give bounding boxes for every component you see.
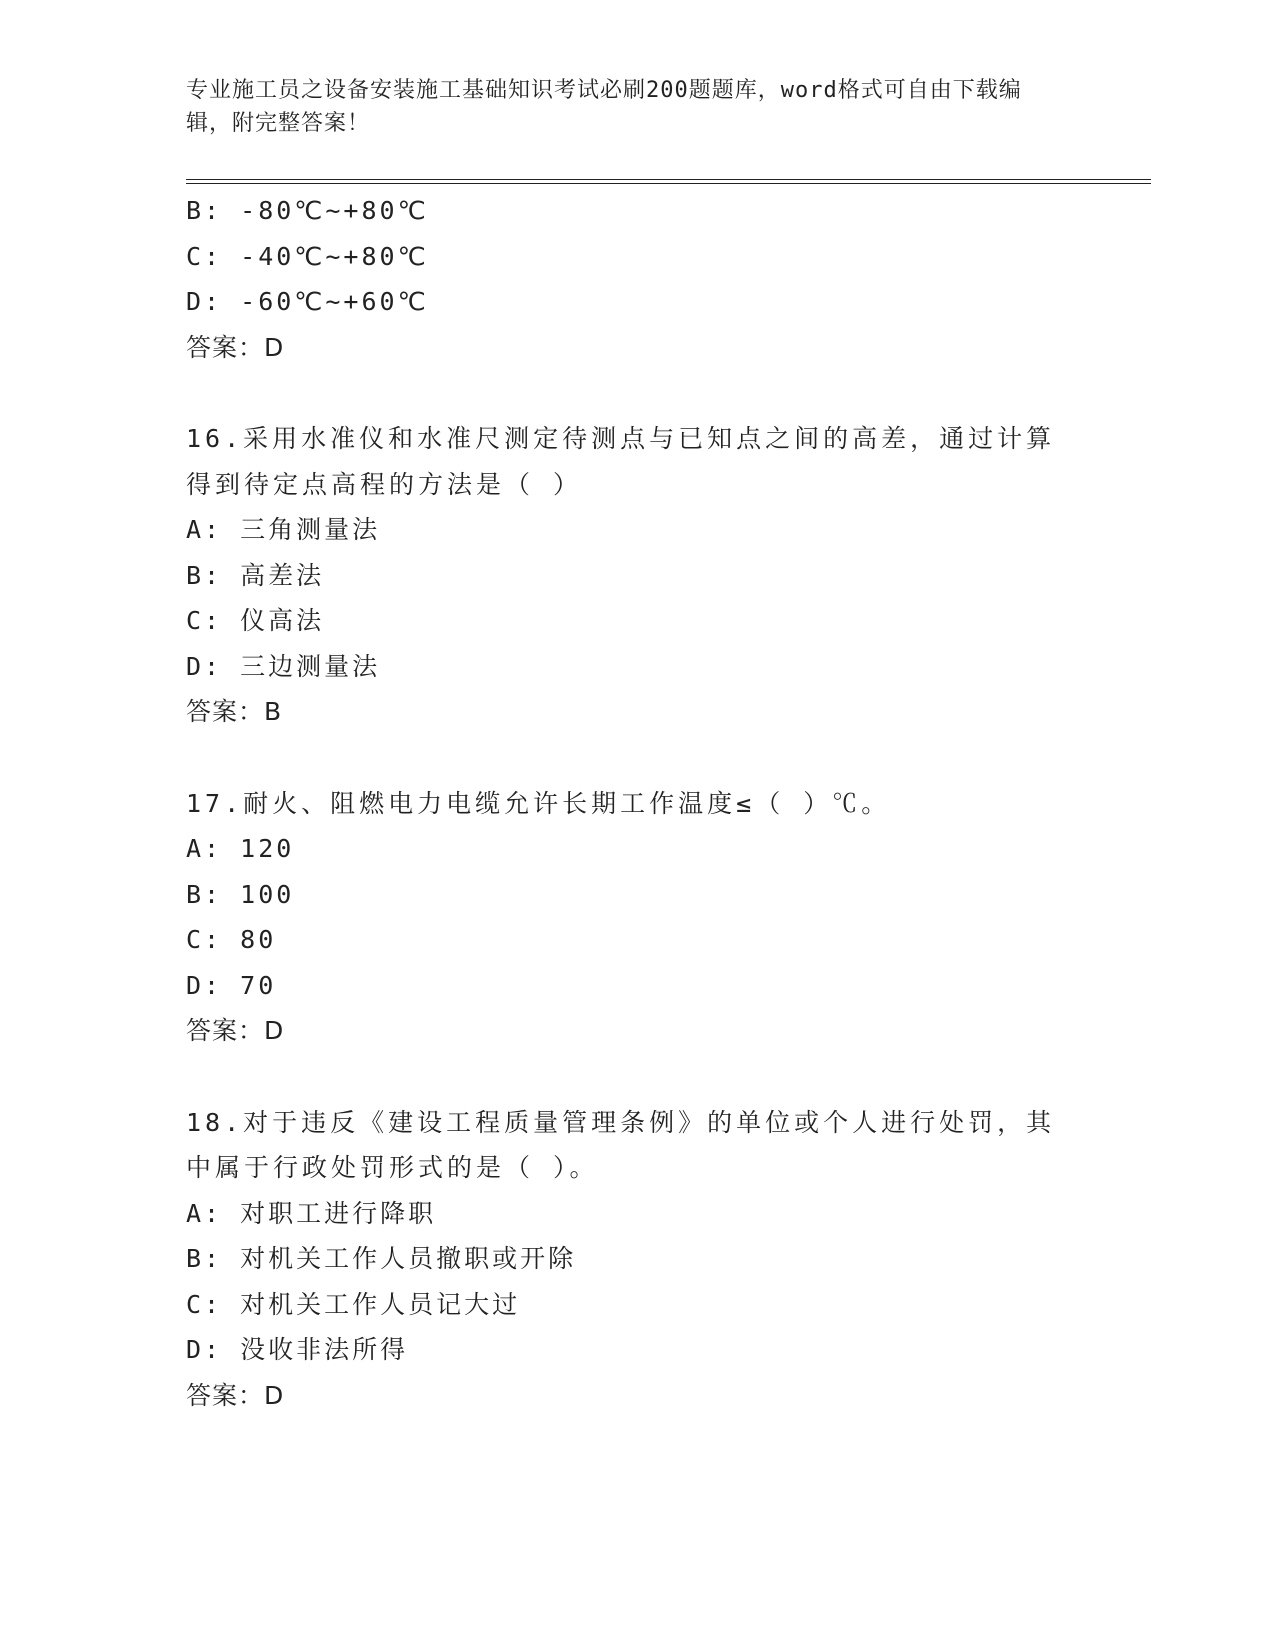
option-d: D: 没收非法所得 [186, 1335, 409, 1364]
option-c: C: 仪高法 [186, 606, 325, 635]
question-16 [186, 416, 1086, 735]
option-b: B: 100 [186, 879, 295, 909]
option-a: A: 对职工进行降职 [186, 1198, 437, 1228]
option-d: D: 三边测量法 [186, 651, 381, 681]
prev-question [186, 188, 1086, 370]
answer-label: 答案：D [186, 332, 285, 362]
option-b: B: -80℃~+80℃ [186, 196, 429, 225]
question-17 [186, 781, 1086, 1054]
answer-label: 答案：B [186, 697, 283, 726]
option-a: A: 三角测量法 [186, 515, 381, 544]
option-b: B: 对机关工作人员撤职或开除 [186, 1244, 577, 1273]
option-c: C: 80 [186, 925, 277, 954]
answer-label: 答案：D [186, 1380, 285, 1410]
question-list [186, 188, 1086, 1418]
question-text: 18.对于违反《建设工程质量管理条例》的单位或个人进行处罚，其中属于行政处罚形式的是（ ）。 [186, 1107, 1056, 1182]
header-rule-bottom [186, 183, 1151, 184]
option-d: D: 70 [186, 970, 277, 1000]
option-b: B: 高差法 [186, 560, 325, 590]
option-d: D: -60℃~+60℃ [186, 287, 429, 316]
question-text: 17.耐火、阻燃电力电缆允许长期工作温度≤（ ）℃。 [186, 788, 891, 818]
question-text: 16.采用水准仪和水准尺测定待测点与已知点之间的高差，通过计算得到待定点高程的方法是（ ） [186, 424, 1056, 499]
option-a: A: 120 [186, 834, 295, 863]
option-c: C: 对机关工作人员记大过 [186, 1289, 521, 1319]
answer-label: 答案：D [186, 1016, 285, 1045]
header-rule-top [186, 179, 1151, 180]
question-18 [186, 1100, 1086, 1419]
page-header-title: 专业施工员之设备安装施工基础知识考试必刷200题题库，word格式可自由下载编辑，附完整答案！ [186, 78, 1022, 136]
option-c: C: -40℃~+80℃ [186, 241, 429, 271]
